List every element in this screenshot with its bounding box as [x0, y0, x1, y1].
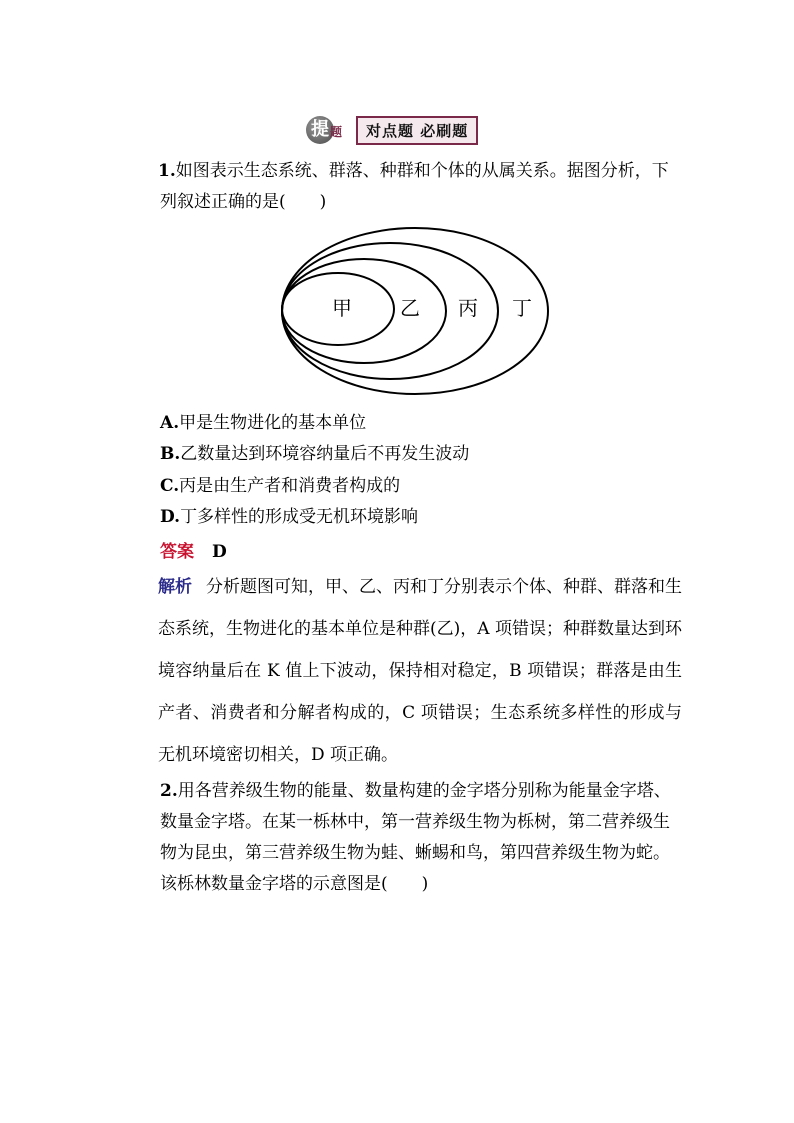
analysis-label: 解析 — [158, 577, 192, 597]
banner-badge-tag: 题 — [330, 125, 343, 139]
option-c-text: 丙是由生产者和消费者构成的 — [179, 476, 401, 496]
analysis-block — [158, 566, 682, 776]
option-d-key: D. — [160, 507, 181, 527]
banner-badge — [306, 116, 352, 144]
option-a-text: 甲是生物进化的基本单位 — [179, 413, 367, 433]
option-b-text: 乙数量达到环境容纳量后不再发生波动 — [180, 444, 470, 464]
question-2 — [160, 776, 680, 900]
banner-badge-circle: 提 — [306, 116, 334, 144]
section-banner — [306, 114, 478, 146]
option-c-key: C. — [160, 476, 180, 496]
answer-line — [160, 537, 227, 562]
option-a — [160, 411, 366, 435]
question-2-text: 用各营养级生物的能量、数量构建的金字塔分别称为能量金字塔、数量金字塔。在某一栎林中，第一营养级生物为栎树，第二营养级生物为昆虫，第三营养级生物为蛙、蜥蜴和鸟，第四营养级生物为蛇。该栎林数量金字塔的示意图是( ) — [160, 781, 671, 894]
option-b-key: B. — [160, 444, 181, 464]
option-d-text: 丁多样性的形成受无机环境影响 — [180, 507, 419, 527]
label-jia: 甲 — [332, 296, 352, 320]
analysis-text: 分析题图可知，甲、乙、丙和丁分别表示个体、种群、群落和生态系统，生物进化的基本单位是种群(乙)，A 项错误；种群数量达到环境容纳量后在 K 值上下波动，保持相对稳定，B 项错误；群落是由生产者、消费者和分解者构成的，C 项错误；生态系统多样性的形成与无机环境密切相关，D 项正确。 — [158, 577, 682, 765]
option-a-key: A. — [160, 413, 180, 433]
question-1 — [160, 156, 678, 218]
question-2-number: 2. — [160, 781, 178, 801]
ellipse-yi — [282, 259, 446, 363]
answer-value: D — [212, 542, 227, 562]
option-c — [160, 474, 400, 498]
nested-ellipse-diagram — [272, 220, 560, 402]
question-1-text: 如图表示生态系统、群落、种群和个体的从属关系。据图分析，下列叙述正确的是( ) — [160, 161, 669, 212]
label-ding: 丁 — [512, 296, 532, 320]
label-bing: 丙 — [458, 296, 478, 320]
option-d — [160, 505, 418, 529]
answer-label: 答案 — [160, 542, 194, 562]
banner-label: 对点题 必刷题 — [356, 116, 478, 145]
option-b — [160, 442, 469, 466]
question-1-number: 1. — [158, 161, 176, 181]
label-yi: 乙 — [400, 296, 420, 320]
